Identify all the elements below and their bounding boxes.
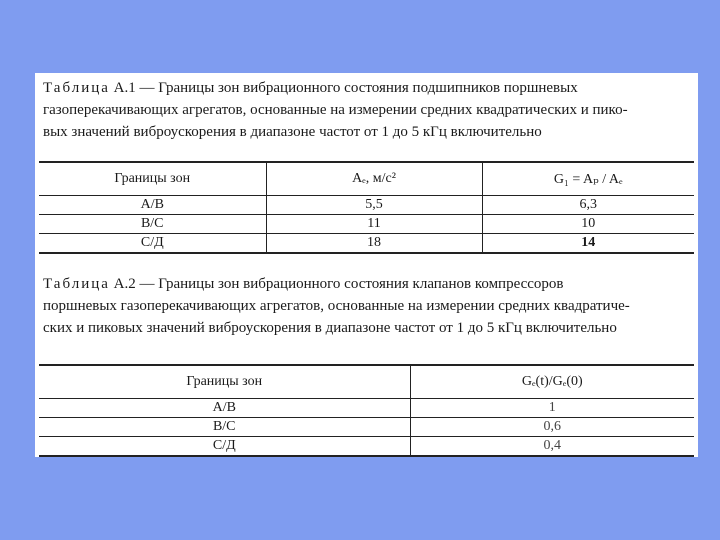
table-a2 bbox=[39, 364, 694, 457]
table-header-row bbox=[39, 365, 694, 399]
table-a2-caption bbox=[43, 273, 690, 339]
table-cell: С/Д bbox=[39, 234, 266, 254]
caption-text: А.2 — Границы зон вибрационного состояния клапанов компрессоров bbox=[109, 276, 564, 292]
table-cell: А/В bbox=[39, 399, 410, 418]
caption-line bbox=[43, 77, 690, 99]
column-header-gt-ratio: Gₑ(t)/Gₑ(0) bbox=[410, 365, 694, 399]
table-cell: 18 bbox=[266, 234, 482, 254]
caption-line: ских и пиковых значений виброускорения в диапазоне частот от 1 до 5 кГц включительно bbox=[43, 320, 617, 336]
caption-line: поршневых газоперекачивающих агрегатов, основанные на измерении средних квадратиче- bbox=[43, 298, 630, 314]
table-cell: 10 bbox=[482, 215, 694, 234]
column-header-zone-boundaries: Границы зон bbox=[39, 365, 410, 399]
table-cell: 0,6 bbox=[410, 418, 694, 437]
table-a1-caption bbox=[43, 77, 690, 143]
column-header-ae: Aₑ, м/с² bbox=[266, 162, 482, 196]
table-row bbox=[39, 437, 694, 457]
table-cell: С/Д bbox=[39, 437, 410, 457]
table-row bbox=[39, 196, 694, 215]
table-label: Таблица bbox=[43, 80, 110, 96]
table-label: Таблица bbox=[43, 276, 110, 292]
table-cell: 5,5 bbox=[266, 196, 482, 215]
caption-line: газоперекачивающих агрегатов, основанные на измерении средних квадратических и пико- bbox=[43, 102, 628, 118]
column-header-zone-boundaries: Границы зон bbox=[39, 162, 266, 196]
document-page bbox=[35, 73, 698, 457]
column-header-g1: G₁ = Aₚ / Aₑ bbox=[482, 162, 694, 196]
table-header-row bbox=[39, 162, 694, 196]
table-cell: А/В bbox=[39, 196, 266, 215]
table-cell: В/С bbox=[39, 215, 266, 234]
table-row bbox=[39, 418, 694, 437]
table-cell: 0,4 bbox=[410, 437, 694, 457]
table-row bbox=[39, 399, 694, 418]
table-cell: 1 bbox=[410, 399, 694, 418]
table-cell: В/С bbox=[39, 418, 410, 437]
caption-line: вых значений виброускорения в диапазоне частот от 1 до 5 кГц включительно bbox=[43, 124, 542, 140]
table-cell: 11 bbox=[266, 215, 482, 234]
caption-line bbox=[43, 273, 690, 295]
table-cell: 6,3 bbox=[482, 196, 694, 215]
table-row bbox=[39, 215, 694, 234]
table-a1 bbox=[39, 161, 694, 254]
caption-text: А.1 — Границы зон вибрационного состояния подшипников поршневых bbox=[109, 80, 578, 96]
table-row bbox=[39, 234, 694, 254]
table-cell: 14 bbox=[482, 234, 694, 254]
